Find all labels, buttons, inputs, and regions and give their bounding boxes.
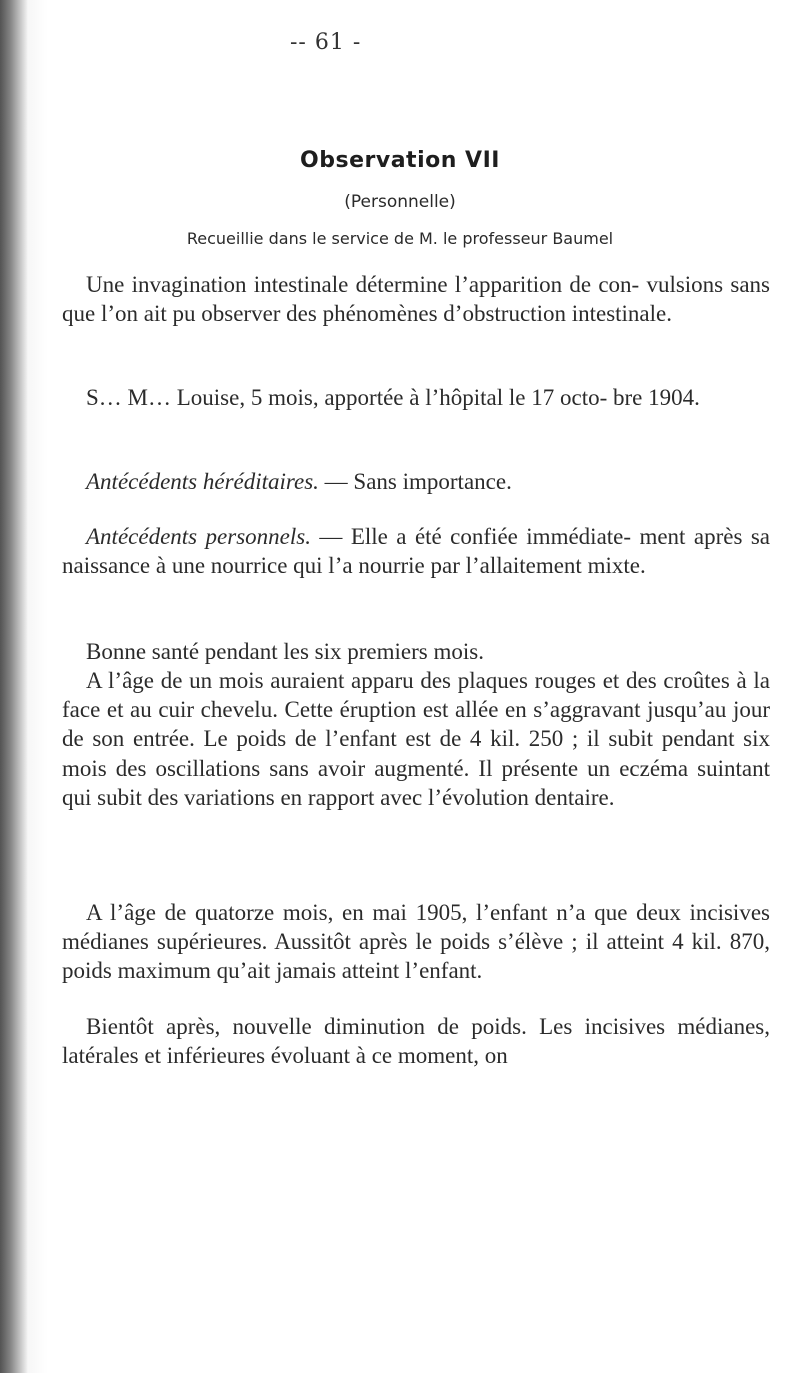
section-text: — Sans importance. <box>318 469 512 494</box>
observation-subtitle: (Personnelle) <box>344 192 456 212</box>
paragraph-text: A l’âge de quatorze mois, en mai 1905, l’enfant n’a que deux incisives médianes supérieures. Aussitôt après le poids s’élève ; il atteint 4 kil. 870, poids maximum qu’ait jamais atteint l’enfant. <box>62 900 770 984</box>
section-text: — Elle a été confiée immédiate- ment après sa naissance à une nourrice qui l’a nourrie par l’allaitement mixte. <box>62 524 771 579</box>
section-heading: Antécédents héréditaires. <box>86 469 319 494</box>
page-number: -- 61 - <box>290 30 362 55</box>
paragraph-text: S… M… Louise, 5 mois, apportée à l’hôpital le 17 octo- bre 1904. <box>86 385 700 410</box>
paragraph-text <box>62 467 770 496</box>
paragraph-personal-history <box>62 522 770 580</box>
section-heading: Antécédents personnels. <box>86 524 311 549</box>
paragraph-patient <box>62 383 770 412</box>
paragraph-good-health <box>62 637 770 666</box>
paragraph-text: A l’âge de un mois auraient apparu des plaques rouges et des croûtes à la face et au cuir chevelu. Cette éruption est allée en s’aggravant jusqu’au jour de son entrée. Le poids de l’enfant est de 4 kil. 250 ; il subit pendant six mois des oscillations sans avoir augmenté. Il présente un eczéma suintant qui subit des variations en rapport avec l’évolution dentaire. <box>62 668 770 810</box>
paragraph-fourteen-months <box>62 898 770 986</box>
paragraph-text: Bonne santé pendant les six premiers mois. <box>86 639 484 664</box>
paragraph-eruption <box>62 666 770 812</box>
paragraph-weight-loss <box>62 1012 770 1070</box>
paragraph-hereditary-history <box>62 467 770 496</box>
paragraph-text: Bientôt après, nouvelle diminution de poids. Les incisives médianes, latérales et inférieures évoluant à ce moment, on <box>62 1014 770 1069</box>
observation-title: Observation VII <box>300 148 500 173</box>
paragraph-summary <box>62 270 770 328</box>
paragraph-text: Une invagination intestinale détermine l’apparition de con- vulsions sans que l’on ait pu observer des phénomènes d’obstruction intestinale. <box>62 272 770 327</box>
paragraph-text <box>62 522 770 580</box>
observation-source: Recueillie dans le service de M. le professeur Baumel <box>186 229 614 248</box>
